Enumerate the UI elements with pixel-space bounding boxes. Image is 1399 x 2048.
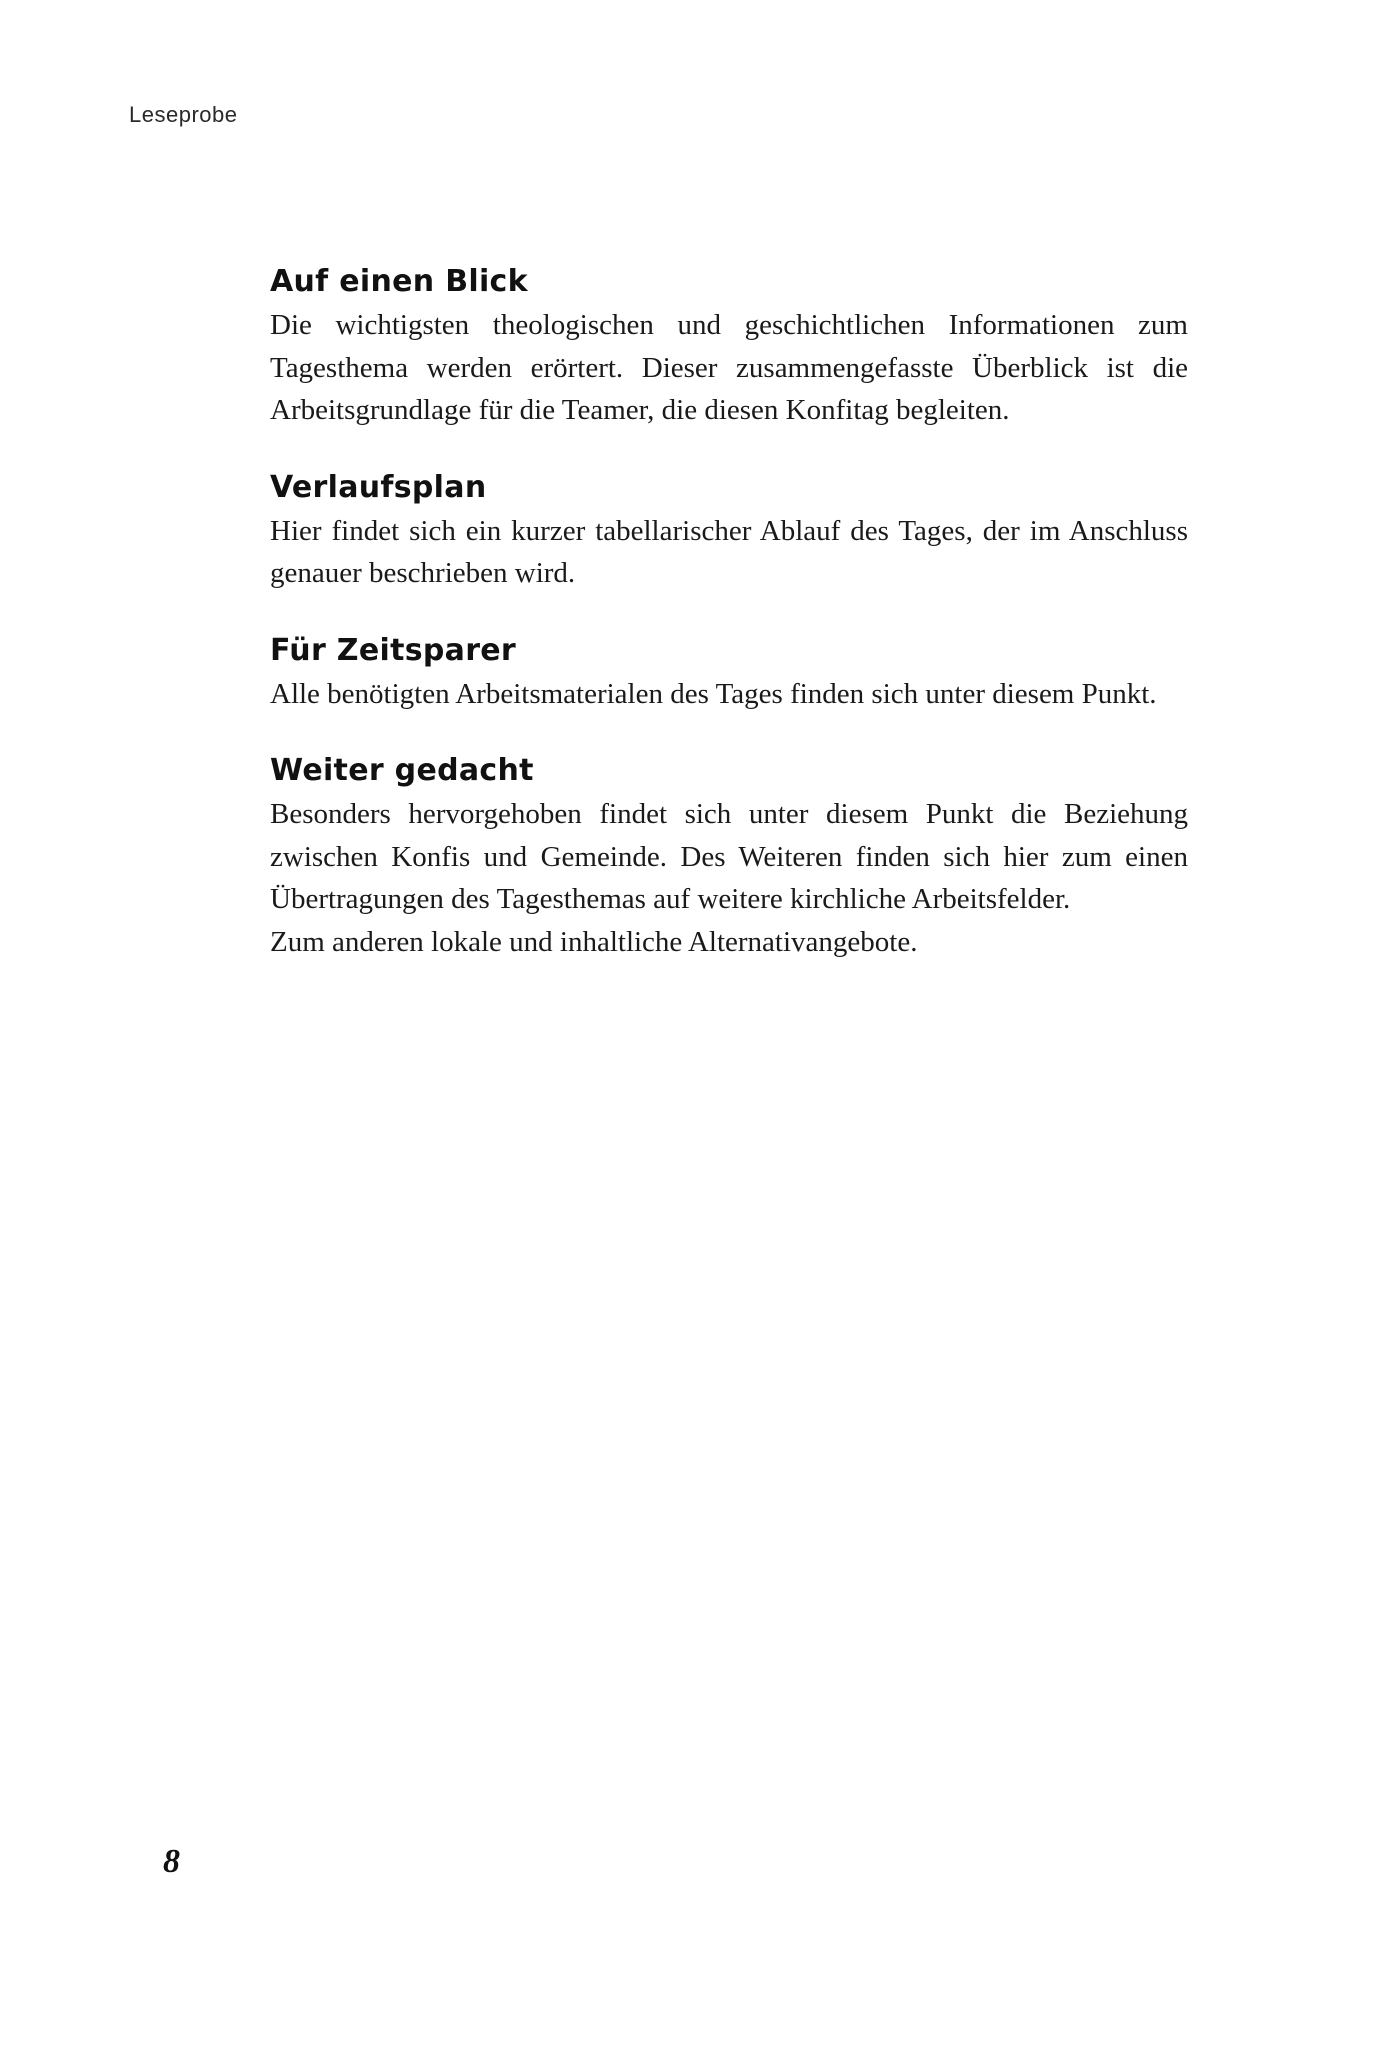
section-heading: Verlaufsplan xyxy=(270,469,487,505)
running-header: Leseprobe xyxy=(129,102,238,127)
section-body xyxy=(270,510,1188,595)
paragraph: Die wichtigsten theologischen und geschichtlichen Informationen zum Tagesthema werden erörtert. Dieser zusammengefasste Überblick ist die Arbeitsgrundlage für die Teamer, die diesen Konfitag begleiten. xyxy=(270,309,1188,426)
main-content xyxy=(270,262,1188,999)
paragraph: Zum anderen lokale und inhaltliche Alternativangebote. xyxy=(270,925,918,958)
page-number: 8 xyxy=(163,1843,180,1880)
section-heading: Weiter gedacht xyxy=(270,753,534,788)
section-weiter-gedacht xyxy=(270,751,1188,963)
section-fuer-zeitsparer xyxy=(270,631,1188,716)
section-verlaufsplan xyxy=(270,468,1188,595)
paragraph: Alle benötigten Arbeitsmaterialen des Tages finden sich unter diesem Punkt. xyxy=(270,677,1157,710)
paragraph: Hier findet sich ein kurzer tabellarischer Ablauf des Tages, der im Anschluss genauer beschrieben wird. xyxy=(270,514,1188,589)
section-auf-einen-blick xyxy=(270,262,1188,432)
section-body xyxy=(270,793,1188,963)
section-heading: Für Zeitsparer xyxy=(270,632,517,668)
section-body xyxy=(270,304,1188,432)
paragraph: Besonders hervorgehoben findet sich unter diesem Punkt die Beziehung zwischen Konfis und Gemeinde. Des Weiteren finden sich hier zum einen Übertragungen des Tagesthemas auf weitere kirchliche Arbeitsfelder. xyxy=(270,798,1188,915)
section-body xyxy=(270,673,1188,716)
section-heading: Auf einen Blick xyxy=(270,264,528,299)
